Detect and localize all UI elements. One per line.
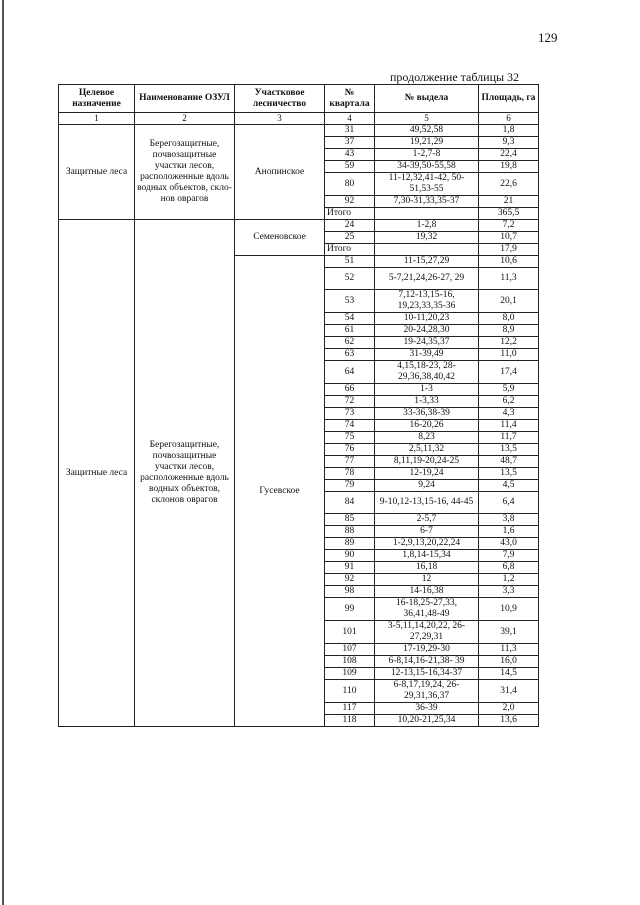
quarter-cell: 118	[325, 715, 375, 727]
header-forestry: Участковое лесничество	[235, 85, 325, 113]
total-plot-empty	[375, 244, 479, 256]
plot-cell: 8,11,19-20,24-25	[375, 456, 479, 468]
quarter-cell: 79	[325, 480, 375, 492]
area-cell: 39,1	[479, 621, 539, 644]
area-cell: 6,2	[479, 396, 539, 408]
ozul-cell: Берегозащитные, почвозащитные участки лесов, расположенные вдоль водных объектов, скло-нов оврагов	[135, 125, 235, 220]
quarter-cell: 108	[325, 656, 375, 668]
quarter-cell: 72	[325, 396, 375, 408]
plot-cell: 5-7,21,24,26-27, 29	[375, 268, 479, 290]
area-cell: 2,0	[479, 703, 539, 715]
quarter-cell: 90	[325, 550, 375, 562]
quarter-cell: 92	[325, 196, 375, 208]
quarter-cell: 53	[325, 290, 375, 313]
plot-cell: 1-2,9,13,20,22,24	[375, 538, 479, 550]
area-cell: 11,4	[479, 420, 539, 432]
area-cell: 31,4	[479, 680, 539, 703]
plot-cell: 7,12-13,15-16, 19,23,33,35-36	[375, 290, 479, 313]
area-cell: 10,6	[479, 256, 539, 268]
area-cell: 1,8	[479, 125, 539, 137]
quarter-cell: 85	[325, 514, 375, 526]
area-cell: 4,3	[479, 408, 539, 420]
quarter-cell: 51	[325, 256, 375, 268]
plot-cell: 12-19,24	[375, 468, 479, 480]
forestry-cell: Гусевское	[235, 256, 325, 727]
quarter-cell: 77	[325, 456, 375, 468]
area-cell: 3,3	[479, 586, 539, 598]
area-cell: 7,2	[479, 220, 539, 232]
plot-cell: 49,52,58	[375, 125, 479, 137]
area-cell: 14,5	[479, 668, 539, 680]
area-cell: 10,7	[479, 232, 539, 244]
area-cell: 1,6	[479, 526, 539, 538]
column-number: 4	[325, 113, 375, 125]
plot-cell: 2,5,11,32	[375, 444, 479, 456]
area-cell: 43,0	[479, 538, 539, 550]
table-row	[59, 125, 539, 137]
plot-cell: 11-12,32,41-42, 50-51,53-55	[375, 173, 479, 196]
quarter-cell: 84	[325, 492, 375, 514]
plot-cell: 11-15,27,29	[375, 256, 479, 268]
header-quarter: № квартала	[325, 85, 375, 113]
quarter-cell: 63	[325, 349, 375, 361]
plot-cell: 1-3,33	[375, 396, 479, 408]
plot-cell: 20-24,28,30	[375, 325, 479, 337]
area-cell: 11,0	[479, 349, 539, 361]
column-number: 6	[479, 113, 539, 125]
purpose-cell: Защитные леса	[59, 125, 135, 220]
area-cell: 6,4	[479, 492, 539, 514]
column-number: 2	[135, 113, 235, 125]
area-cell: 13,5	[479, 444, 539, 456]
area-cell: 6,8	[479, 562, 539, 574]
plot-cell: 7,30-31,33,35-37	[375, 196, 479, 208]
purpose-cell: Защитные леса	[59, 220, 135, 727]
quarter-cell: 31	[325, 125, 375, 137]
area-cell: 10,9	[479, 598, 539, 621]
total-value: 17,9	[479, 244, 539, 256]
table-body	[59, 125, 539, 727]
plot-cell: 2-5,7	[375, 514, 479, 526]
quarter-cell: 64	[325, 361, 375, 384]
plot-cell: 8,23	[375, 432, 479, 444]
area-cell: 22,4	[479, 149, 539, 161]
quarter-cell: 62	[325, 337, 375, 349]
area-cell: 19,8	[479, 161, 539, 173]
area-cell: 11,7	[479, 432, 539, 444]
plot-cell: 6-7	[375, 526, 479, 538]
total-plot-empty	[375, 208, 479, 220]
plot-cell: 1-3	[375, 384, 479, 396]
quarter-cell: 61	[325, 325, 375, 337]
plot-cell: 19-24,35,37	[375, 337, 479, 349]
table-header	[59, 85, 539, 125]
plot-cell: 34-39,50-55,58	[375, 161, 479, 173]
quarter-cell: 75	[325, 432, 375, 444]
plot-cell: 12	[375, 574, 479, 586]
plot-cell: 4,15,18-23, 28-29,36,38,40,42	[375, 361, 479, 384]
area-cell: 4,5	[479, 480, 539, 492]
area-cell: 8,9	[479, 325, 539, 337]
plot-cell: 16-20,26	[375, 420, 479, 432]
area-cell: 21	[479, 196, 539, 208]
area-cell: 17,4	[479, 361, 539, 384]
area-cell: 20,1	[479, 290, 539, 313]
plot-cell: 10-11,20,23	[375, 313, 479, 325]
area-cell: 13,5	[479, 468, 539, 480]
header-ozul: Наименование ОЗУЛ	[135, 85, 235, 113]
header-area: Площадь, га	[479, 85, 539, 113]
area-cell: 11,3	[479, 268, 539, 290]
quarter-cell: 99	[325, 598, 375, 621]
ozul-cell: Берегозащитные, почвозащитные участки лесов, расположенные вдоль водных объектов, склонов оврагов	[135, 220, 235, 727]
area-cell: 1,2	[479, 574, 539, 586]
plot-cell: 3-5,11,14,20,22, 26-27,29,31	[375, 621, 479, 644]
plot-cell: 14-16,38	[375, 586, 479, 598]
quarter-cell: 52	[325, 268, 375, 290]
plot-cell: 6-8,17,19,24, 26-29,31,36,37	[375, 680, 479, 703]
quarter-cell: 24	[325, 220, 375, 232]
area-cell: 12,2	[479, 337, 539, 349]
plot-cell: 19,32	[375, 232, 479, 244]
plot-cell: 1-2,8	[375, 220, 479, 232]
quarter-cell: 37	[325, 137, 375, 149]
header-purpose: Целевое назначение	[59, 85, 135, 113]
forestry-cell: Анопинское	[235, 125, 325, 220]
plot-cell: 1-2,7-8	[375, 149, 479, 161]
quarter-cell: 74	[325, 420, 375, 432]
column-number: 5	[375, 113, 479, 125]
table-continuation-caption: продолжение таблицы 32	[390, 70, 520, 84]
plot-cell: 31-39,49	[375, 349, 479, 361]
plot-cell: 12-13,15-16,34-37	[375, 668, 479, 680]
quarter-cell: 25	[325, 232, 375, 244]
quarter-cell: 88	[325, 526, 375, 538]
area-cell: 7,9	[479, 550, 539, 562]
area-cell: 8,0	[479, 313, 539, 325]
total-label: Итого	[325, 208, 375, 220]
quarter-cell: 76	[325, 444, 375, 456]
area-cell: 13,6	[479, 715, 539, 727]
quarter-cell: 80	[325, 173, 375, 196]
total-value: 365,5	[479, 208, 539, 220]
plot-cell: 19,21,29	[375, 137, 479, 149]
quarter-cell: 43	[325, 149, 375, 161]
scan-edge-line	[2, 0, 4, 905]
area-cell: 11,3	[479, 644, 539, 656]
quarter-cell: 107	[325, 644, 375, 656]
plot-cell: 1,8,14-15,34	[375, 550, 479, 562]
area-cell: 48,7	[479, 456, 539, 468]
quarter-cell: 89	[325, 538, 375, 550]
quarter-cell: 78	[325, 468, 375, 480]
quarter-cell: 98	[325, 586, 375, 598]
page-number: 129	[538, 30, 558, 45]
quarter-cell: 73	[325, 408, 375, 420]
quarter-cell: 92	[325, 574, 375, 586]
total-label: Итого	[325, 244, 375, 256]
header-plot: № выдела	[375, 85, 479, 113]
column-number: 1	[59, 113, 135, 125]
plot-cell: 10,20-21,25,34	[375, 715, 479, 727]
quarter-cell: 109	[325, 668, 375, 680]
quarter-cell: 101	[325, 621, 375, 644]
column-number: 3	[235, 113, 325, 125]
quarter-cell: 54	[325, 313, 375, 325]
area-cell: 5,9	[479, 384, 539, 396]
area-cell: 16,0	[479, 656, 539, 668]
quarter-cell: 117	[325, 703, 375, 715]
quarter-cell: 59	[325, 161, 375, 173]
plot-cell: 36-39	[375, 703, 479, 715]
area-cell: 22,6	[479, 173, 539, 196]
plot-cell: 33-36,38-39	[375, 408, 479, 420]
plot-cell: 6-8,14,16-21,38- 39	[375, 656, 479, 668]
quarter-cell: 91	[325, 562, 375, 574]
plot-cell: 17-19,29-30	[375, 644, 479, 656]
forestry-cell: Семеновское	[235, 220, 325, 256]
plot-cell: 16-18,25-27,33, 36,41,48-49	[375, 598, 479, 621]
plot-cell: 9,24	[375, 480, 479, 492]
area-cell: 9,3	[479, 137, 539, 149]
area-cell: 3,8	[479, 514, 539, 526]
plot-cell: 16,18	[375, 562, 479, 574]
plot-cell: 9-10,12-13,15-16, 44-45	[375, 492, 479, 514]
quarter-cell: 110	[325, 680, 375, 703]
quarter-cell: 66	[325, 384, 375, 396]
table-row	[59, 220, 539, 232]
data-table	[58, 84, 539, 727]
